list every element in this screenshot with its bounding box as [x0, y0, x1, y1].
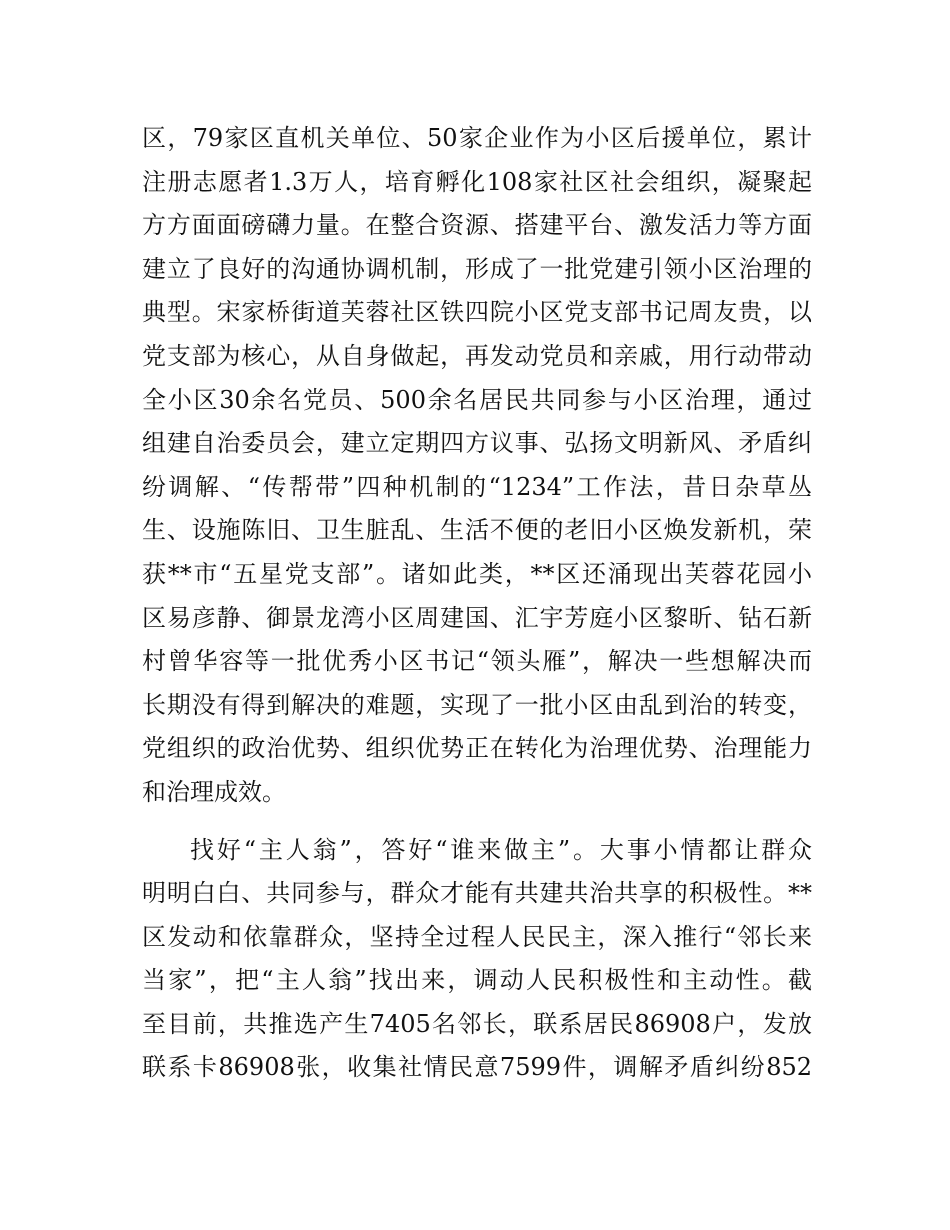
text-line: 纷调解、“传帮带”四种机制的“1234”工作法，昔日杂草丛: [142, 472, 812, 501]
text-line: 方方面面磅礴力量。在整合资源、搭建平台、激发活力等方面: [142, 211, 812, 240]
text-line: 党支部为核心，从自身做起，再发动党员和亲戚，用行动带动: [142, 341, 812, 370]
text-line: 区，79家区直机关单位、50家企业作为小区后援单位，累计: [142, 124, 812, 152]
paragraph-1: [142, 117, 812, 815]
text-line: 典型。宋家桥街道芙蓉社区铁四院小区党支部书记周友贵，以: [142, 298, 812, 327]
text-line: 至目前，共推选产生7405名邻长，联系居民86908户，发放: [142, 1009, 812, 1038]
text-line: 注册志愿者1.3万人，培育孵化108家社区社会组织，凝聚起: [142, 167, 812, 196]
paragraph-2: [142, 829, 812, 1091]
text-line: 长期没有得到解决的难题，实现了一批小区由乱到治的转变，: [142, 690, 812, 719]
text-line: 区易彦静、御景龙湾小区周建国、汇宇芳庭小区黎昕、钻石新: [142, 603, 812, 632]
document-page: [142, 117, 812, 1090]
text-line: 组建自治委员会，建立定期四方议事、弘扬文明新风、矛盾纠: [142, 429, 812, 458]
text-line: 全小区30余名党员、500余名居民共同参与小区治理，通过: [142, 385, 812, 414]
text-line: 村曾华容等一批优秀小区书记“领头雁”，解决一些想解决而: [142, 647, 812, 676]
paragraph-gap: [142, 815, 812, 829]
text-line: 找好“主人翁”，答好“谁来做主”。大事小情都让群众: [190, 835, 812, 864]
text-line: 党组织的政治优势、组织优势正在转化为治理优势、治理能力: [142, 734, 812, 763]
text-line: 当家”，把“主人翁”找出来，调动人民积极性和主动性。截: [142, 966, 812, 995]
text-line: 联系卡86908张，收集社情民意7599件，调解矛盾纠纷852: [142, 1053, 812, 1082]
text-line: 区发动和依靠群众，坚持全过程人民民主，深入推行“邻长来: [142, 922, 812, 951]
text-line: 明明白白、共同参与，群众才能有共建共治共享的积极性。**: [142, 879, 812, 908]
text-line: 生、设施陈旧、卫生脏乱、生活不便的老旧小区焕发新机，荣: [142, 516, 812, 545]
text-line: 获**市“五星党支部”。诸如此类，**区还涌现出芙蓉花园小: [142, 559, 812, 588]
text-line: 建立了良好的沟通协调机制，形成了一批党建引领小区治理的: [142, 254, 812, 283]
text-line: 和治理成效。: [142, 777, 286, 806]
